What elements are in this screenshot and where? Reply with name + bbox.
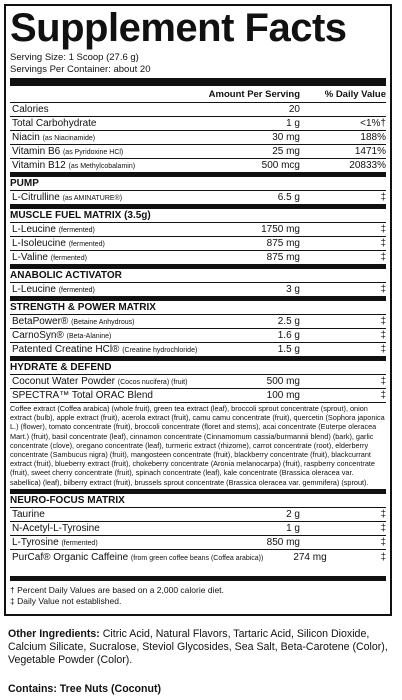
- section-heading: PUMP: [10, 177, 386, 191]
- other-ingredients-text: Citric Acid, Natural Flavors, Tartaric Acid, Silicon Dioxide, Calcium Silicate, Sucralose, Steviol Glycosides, Sea Salt, Beta-Carotene (Color), Vegetable Powder (Color).: [8, 628, 388, 666]
- ingredient-label: L-Leucine: [12, 284, 56, 295]
- ingredient-note: (Betaine Anhydrous): [71, 319, 135, 326]
- ingredient-label: Vitamin B12: [12, 160, 66, 171]
- nutrient-row: [10, 131, 386, 145]
- nutrient-row: [10, 223, 386, 237]
- nutrient-row: [10, 343, 386, 357]
- ingredient-sections: [10, 173, 386, 577]
- amount-value: 25 mg: [272, 146, 300, 157]
- daily-value: ‡: [380, 252, 386, 263]
- daily-value: ‡: [380, 238, 386, 249]
- footnotes: [10, 581, 386, 607]
- ingredient-note: (as AMINATURE®): [62, 195, 123, 202]
- supplement-facts-panel: [4, 4, 392, 616]
- section-heading: NEURO-FOCUS MATRIX: [10, 494, 386, 508]
- ingredient-label: SPECTRA™ Total ORAC Blend: [12, 390, 153, 401]
- ingredient-name: [10, 192, 205, 203]
- ingredient-label: L-Isoleucine: [12, 238, 66, 249]
- nutrient-row: [10, 315, 386, 329]
- amount-value: 274 mg: [293, 551, 327, 563]
- ingredient-name: [10, 132, 205, 143]
- daily-value: ‡: [380, 551, 386, 563]
- amount-value: 1 g: [286, 118, 300, 129]
- nutrient-row: [10, 375, 386, 389]
- amount-value: 850 mg: [266, 536, 300, 548]
- nutrient-row: [10, 550, 386, 577]
- ingredient-name: [10, 238, 205, 249]
- ingredient-note: (fermented): [61, 539, 98, 547]
- header-dv: % Daily Value: [324, 88, 386, 100]
- ingredient-note: (Beta-Alanine): [66, 333, 112, 340]
- ingredient-note: (fermented): [58, 227, 95, 234]
- ingredient-label: L-Leucine: [12, 224, 56, 235]
- amount-value: 20: [288, 104, 300, 115]
- ingredient-note: (Cocos nucifera) (fruit): [117, 379, 188, 386]
- amount-value: 500 mg: [266, 376, 300, 387]
- nutrient-row: [10, 103, 386, 117]
- ingredient-label: CarnoSyn®: [12, 330, 64, 341]
- amount-value: 875 mg: [266, 238, 300, 249]
- ingredient-label: PurCaf® Organic Caffeine: [12, 551, 129, 563]
- ingredient-name: [10, 376, 205, 387]
- ingredient-label: Coconut Water Powder: [12, 376, 116, 387]
- header-amount: Amount Per Serving: [208, 88, 300, 100]
- section-heading: HYDRATE & DEFEND: [10, 361, 386, 375]
- ingredient-note: (as Pyridoxine HCl): [62, 149, 124, 156]
- daily-value: ‡: [380, 536, 386, 548]
- ingredient-name: [10, 160, 205, 171]
- daily-value: 1471%: [354, 146, 386, 157]
- ingredient-name: [10, 104, 205, 115]
- daily-value: ‡: [380, 316, 386, 327]
- ingredient-name: [10, 330, 205, 341]
- daily-value: 188%: [360, 132, 386, 143]
- nutrient-row: [10, 145, 386, 159]
- ingredient-name: [10, 252, 205, 263]
- nutrient-row: [10, 536, 386, 550]
- ingredient-name: [10, 537, 205, 548]
- ingredient-label: Patented Creatine HCl®: [12, 344, 120, 355]
- footnote-dv-basis: † Percent Daily Values are based on a 2,000 calorie diet.: [10, 584, 224, 595]
- daily-value: ‡: [380, 192, 386, 203]
- ingredient-label: Vitamin B6: [12, 146, 61, 157]
- ingredient-note: (fermented): [58, 287, 95, 294]
- daily-value: ‡: [380, 330, 386, 341]
- orac-blend-ingredients: Coffee extract (Coffea arabica) (whole fruit), green tea extract (leaf), broccoli sprout concentrate (sprout), onion extract (bulb), apple extract (fruit), acerola extract (fruit), camu camu concentrate (fruit), quercetin (Sophora japonica L.) (flower), tomato concentrate (fruit), broccoli concentrate (floret and stems), acai concentrate (Euterpe oleracea Mart.) (fruit), basil concentrate (leaf), cinnamon concentrate (Cinnamomum cassia/burmannii blend) (bark), garlic concentrate (clove), oregano concentrate (leaf), turmeric extract (rhizome), carrot concentrate (root), elderberry concentrate (Sambucus nigra) (fruit), mangosteen concentrate (fruit), blackberry concentrate (fruit), blackcurrant extract (fruit), blueberry extract (fruit), chokeberry concentrate (Aronia melanocarpa) (fruit), raspberry concentrate (fruit), sweet cherry concentrate (fruit), spinach concentrate (leaf), kale concentrate (Brassica oleracea var. sabellica) (leaf), bilberry extract (fruit), brussels sprout concentrate (Brassica oleracea var. gemmifera) (sprout).: [10, 403, 386, 490]
- ingredient-label: Calories: [12, 104, 49, 115]
- ingredient-label: Taurine: [12, 508, 45, 520]
- ingredient-label: Niacin: [12, 132, 40, 143]
- ingredient-note: (from green coffee beans (Coffea arabica)): [130, 554, 264, 562]
- nutrient-row: [10, 159, 386, 173]
- ingredient-label: L-Citrulline: [12, 192, 60, 203]
- ingredient-label: BetaPower®: [12, 316, 69, 327]
- section-heading: ANABOLIC ACTIVATOR: [10, 269, 386, 283]
- ingredient-note: (as Niacinamide): [42, 135, 96, 142]
- ingredient-label: Total Carbohydrate: [12, 118, 97, 129]
- amount-value: 2 g: [286, 508, 300, 520]
- ingredient-name: [10, 284, 205, 295]
- servings-per-container: Servings Per Container: about 20: [10, 64, 151, 75]
- divider-thick: [10, 78, 386, 86]
- panel-title: Supplement Facts: [10, 6, 347, 50]
- nutrient-row: [10, 283, 386, 297]
- daily-value: ‡: [380, 344, 386, 355]
- amount-value: 30 mg: [272, 132, 300, 143]
- allergen-statement: Contains: Tree Nuts (Coconut): [8, 683, 162, 695]
- amount-value: 1.5 g: [277, 344, 300, 355]
- daily-value: ‡: [380, 284, 386, 295]
- footnote-dv-not-established: ‡ Daily Value not established.: [10, 595, 122, 606]
- ingredient-name: [10, 146, 205, 157]
- amount-value: 1750 mg: [261, 224, 300, 235]
- ingredient-name: [10, 316, 205, 327]
- ingredient-name: [10, 390, 205, 401]
- daily-value: ‡: [380, 508, 386, 520]
- amount-value: 1 g: [286, 522, 300, 534]
- ingredient-name: [10, 509, 205, 520]
- daily-value: <1%†: [360, 118, 386, 129]
- nutrient-row: [10, 522, 386, 536]
- daily-value: ‡: [380, 224, 386, 235]
- nutrient-row: [10, 237, 386, 251]
- amount-value: 6.5 g: [277, 192, 300, 203]
- amount-value: 500 mcg: [261, 160, 300, 171]
- ingredient-note: (Creatine hydrochloride): [122, 347, 198, 354]
- amount-value: 875 mg: [266, 252, 300, 263]
- daily-value: 20833%: [349, 160, 386, 171]
- nutrient-row: [10, 508, 386, 522]
- section-heading: MUSCLE FUEL MATRIX (3.5g): [10, 209, 386, 223]
- serving-size: Serving Size: 1 Scoop (27.6 g): [10, 52, 139, 63]
- ingredient-label: N-Acetyl-L-Tyrosine: [12, 522, 100, 534]
- nutrient-row: [10, 329, 386, 343]
- nutrient-row: [10, 251, 386, 265]
- nutrient-row: [10, 191, 386, 205]
- basic-nutrients: [10, 103, 386, 173]
- ingredient-name: [10, 523, 205, 534]
- daily-value: ‡: [380, 376, 386, 387]
- ingredient-name: [10, 118, 205, 129]
- daily-value: ‡: [380, 390, 386, 401]
- ingredient-note: (fermented): [68, 241, 105, 248]
- column-header: [10, 86, 386, 103]
- ingredient-name: [10, 552, 263, 563]
- nutrient-row: [10, 117, 386, 131]
- amount-value: 1.6 g: [277, 330, 300, 341]
- amount-value: 100 mg: [266, 390, 300, 401]
- nutrient-row: [10, 389, 386, 403]
- ingredient-name: [10, 344, 205, 355]
- ingredient-name: [10, 224, 205, 235]
- ingredient-note: (as Methylcobalamin): [68, 163, 136, 170]
- other-ingredients-label: Other Ingredients:: [8, 628, 100, 640]
- other-ingredients: [8, 628, 396, 667]
- section-heading: STRENGTH & POWER MATRIX: [10, 301, 386, 315]
- daily-value: ‡: [380, 522, 386, 534]
- ingredient-label: L-Valine: [12, 252, 48, 263]
- amount-value: 3 g: [286, 284, 300, 295]
- ingredient-label: L-Tyrosine: [12, 536, 59, 548]
- amount-value: 2.5 g: [277, 316, 300, 327]
- ingredient-note: (fermented): [50, 255, 87, 262]
